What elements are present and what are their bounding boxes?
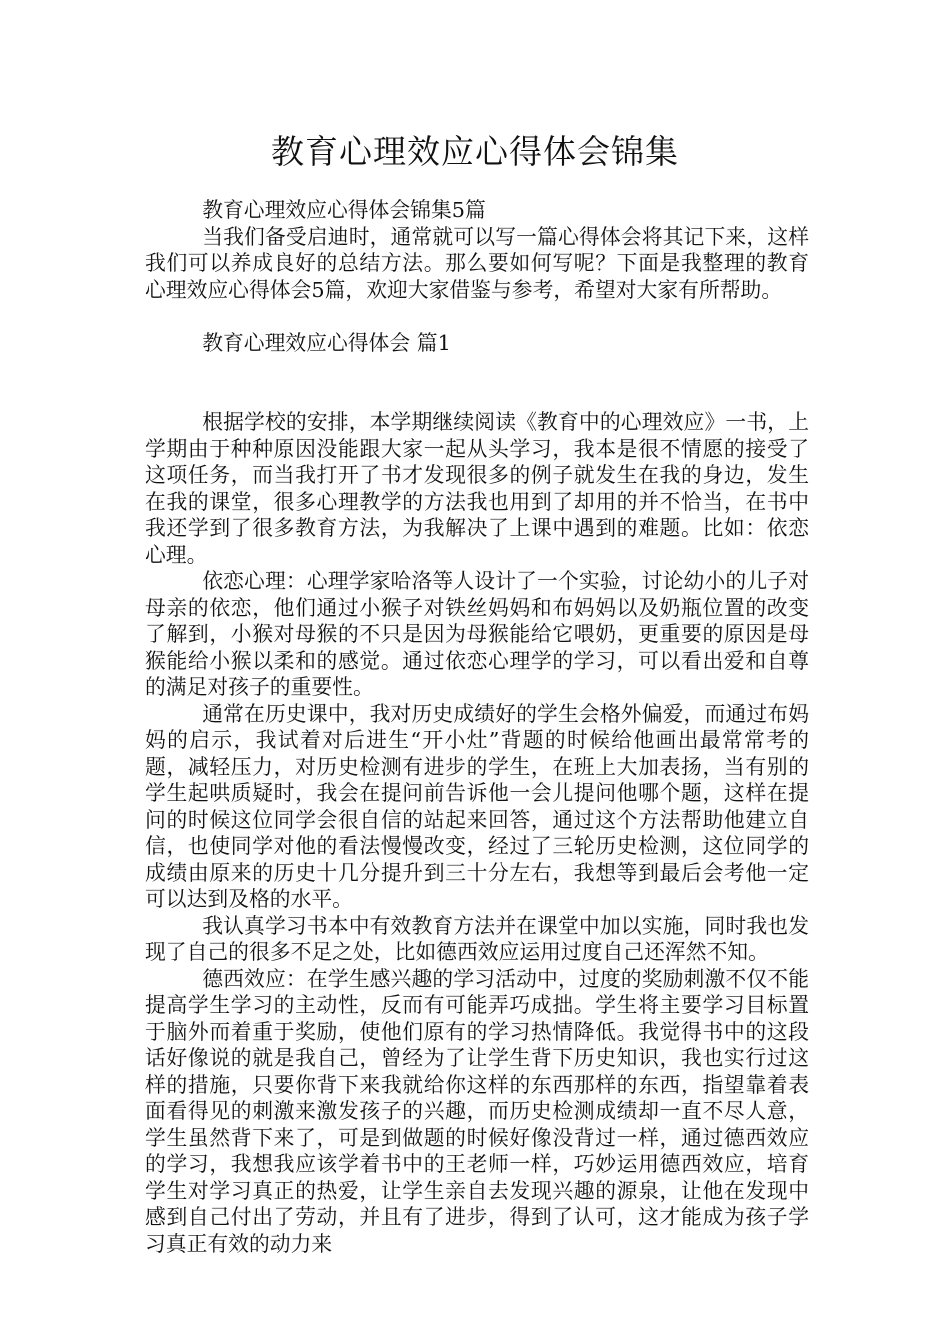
- section-heading: 教育心理效应心得体会 篇1: [202, 330, 451, 355]
- body-paragraph: 根据学校的安排，本学期继续阅读《教育中的心理效应》一书，上学期由于种种原因没能跟大家一起从头学习，我本是很不情愿的接受了这项任务，而当我打开了书才发现很多的例子就发生在我的身边，发生在我的课堂，很多心理教学的方法我也用到了却用的并不恰当，在书中我还学到了很多教育方法，为我解决了上课中遇到的难题。比如：依恋心理。: [145, 410, 809, 567]
- document-title: 教育心理效应心得体会锦集: [271, 132, 679, 171]
- document-body: [145, 197, 809, 1257]
- intro-paragraph: 当我们备受启迪时，通常就可以写一篇心得体会将其记下来，这样我们可以养成良好的总结方法。那么要如何写呢？下面是我整理的教育心理效应心得体会5篇，欢迎大家借鉴与参考，希望对大家有所帮助。: [145, 224, 809, 302]
- body-paragraph: 我认真学习书本中有效教育方法并在课堂中加以实施，同时我也发现了自己的很多不足之处，比如德西效应运用过度自己还浑然不知。: [145, 913, 809, 964]
- body-paragraph: 德西效应：在学生感兴趣的学习活动中，过度的奖励刺激不仅不能提高学生学习的主动性，反而有可能弄巧成拙。学生将主要学习目标置于脑外而着重于奖励，使他们原有的学习热情降低。我觉得书中的这段话好像说的就是我自己，曾经为了让学生背下历史知识，我也实行过这样的措施，只要你背下来我就给你这样的东西那样的东西，指望靠着表面看得见的刺激来激发孩子的兴趣，而历史检测成绩却一直不尽人意，学生虽然背下来了，可是到做题的时候好像没背过一样，通过德西效应的学习，我想我应该学着书中的王老师一样，巧妙运用德西效应，培育学生对学习真正的热爱，让学生亲自去发现兴趣的源泉，让他在发现中感到自己付出了劳动，并且有了进步，得到了认可，这才能成为孩子学习真正有效的动力来: [145, 966, 809, 1256]
- body-paragraph: 通常在历史课中，我对历史成绩好的学生会格外偏爱，而通过布妈妈的启示，我试着对后进生“开小灶”背题的时候给他画出最常常考的题，减轻压力，对历史检测有进步的学生，在班上大加表扬，当有别的学生起哄质疑时，我会在提问前告诉他一会儿提问他哪个题，这样在提问的时候这位同学会很自信的站起来回答，通过这个方法帮助他建立自信，也使同学对他的看法慢慢改变，经过了三轮历史检测，这位同学的成绩由原来的历史十几分提升到三十分左右，我想等到最后会考他一定可以达到及格的水平。: [145, 701, 809, 911]
- body-paragraph: 依恋心理：心理学家哈洛等人设计了一个实验，讨论幼小的儿子对母亲的依恋，他们通过小猴子对铁丝妈妈和布妈妈以及奶瓶位置的改变了解到，小猴对母猴的不只是因为母猴能给它喂奶，更重要的原因是母猴能给小猴以柔和的感觉。通过依恋心理学的学习，可以看出爱和自尊的满足对孩子的重要性。: [145, 569, 809, 699]
- subtitle-paragraph: 教育心理效应心得体会锦集5篇: [202, 198, 486, 222]
